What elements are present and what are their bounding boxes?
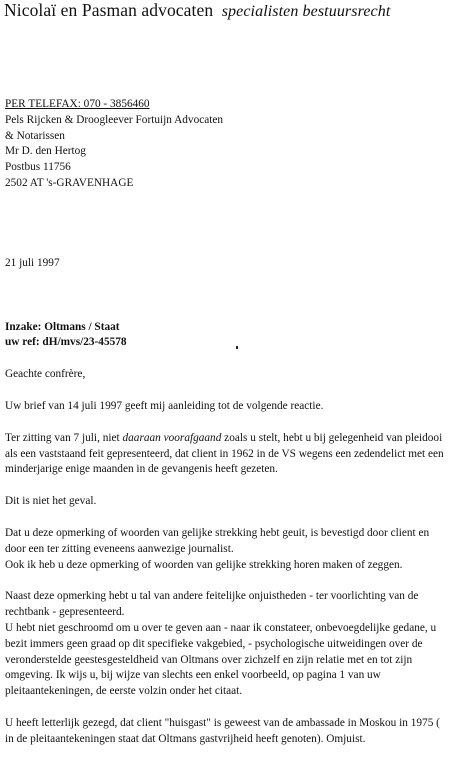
- spacer: [5, 510, 445, 526]
- letter-body: [5, 97, 445, 748]
- spacer: [5, 351, 445, 367]
- paragraph-5a: Naast deze opmerking hebt u tal van andere feitelijke onjuistheden - ter voorlichting van de rechtbank - gepresenteerd.: [5, 590, 419, 619]
- spacer: [5, 573, 445, 589]
- paragraph-1: Uw brief van 14 juli 1997 geeft mij aanleiding tot de volgende reactie.: [5, 399, 324, 412]
- stray-mark: [236, 346, 238, 349]
- spacer: [5, 478, 445, 494]
- spacer: [5, 383, 445, 399]
- paragraph-2-text: zoals u stelt, hebt u bij gelegenheid van pleidooi als een vaststaand feit gepresenteerd, dat client in 1962 in de VS wegens een zedendelict met een minderjarige enige maanden in de gevangenis heeft gezeten.: [5, 431, 444, 476]
- address-line: & Notarissen: [5, 129, 65, 142]
- spacer: [5, 272, 445, 320]
- salutation: Geachte confrère,: [5, 368, 86, 381]
- spacer: [5, 700, 445, 716]
- letter-date: 21 juli 1997: [5, 256, 60, 269]
- subject-line: Inzake: Oltmans / Staat: [5, 320, 120, 333]
- letterhead: [4, 0, 390, 21]
- address-line: 2502 AT 's-GRAVENHAGE: [5, 176, 134, 189]
- address-line: Mr D. den Hertog: [5, 145, 86, 158]
- reference-line: uw ref: dH/mvs/23-45578: [5, 336, 127, 349]
- paragraph-5b: U hebt niet geschroomd om u over te geven aan - naar ik constateer, onbevoegdelijke gedane, u bezit immers geen graad op dit specifieke vakgebied, - psychologische uitweidingen over de veronderstelde geestesgesteldheid van Oltmans over zichzelf en zijn relatie met en tot zijn omgeving. Ik wijs u, bij wijze van slechts een enkel voorbeeld, op pagina 1 van uw pleitaantekeningen, de eerste volzin onder het citaat.: [5, 621, 437, 698]
- paragraph-3: Dit is niet het geval.: [5, 495, 97, 508]
- paragraph-6: U heeft letterlijk gezegd, dat client "huisgast" is geweest van de ambassade in Moskou in 1975 ( in de pleitaantekeningen staat dat Oltmans gastvrijheid heeft genoten). Omjuist.: [5, 716, 440, 745]
- paragraph-2-text: Ter zitting van 7 juli, niet: [5, 431, 123, 444]
- paragraph-2: [5, 431, 445, 478]
- firm-specialty: specialisten bestuursrecht: [221, 3, 391, 20]
- spacer: [5, 415, 445, 431]
- address-line: Postbus 11756: [5, 161, 71, 174]
- paragraph-2-emphasis: daaraan voorafgaand: [122, 431, 222, 444]
- paragraph-4b: Ook ik heb u deze opmerking of woorden van gelijke strekking horen maken of zeggen.: [5, 558, 403, 571]
- spacer: [5, 240, 445, 256]
- paragraph-4a: Dat u deze opmerking of woorden van gelijke strekking hebt geuit, is bevestigd door client en door een ter zitting eveneens aanwezige journalist.: [5, 526, 430, 555]
- firm-name: Nicolaï en Pasman advocaten: [4, 0, 214, 20]
- spacer: [5, 192, 445, 240]
- fax-line: PER TELEFAX: 070 - 3856460: [5, 98, 150, 110]
- address-line: Pels Rijcken & Droogleever Fortuijn Advocaten: [5, 113, 224, 126]
